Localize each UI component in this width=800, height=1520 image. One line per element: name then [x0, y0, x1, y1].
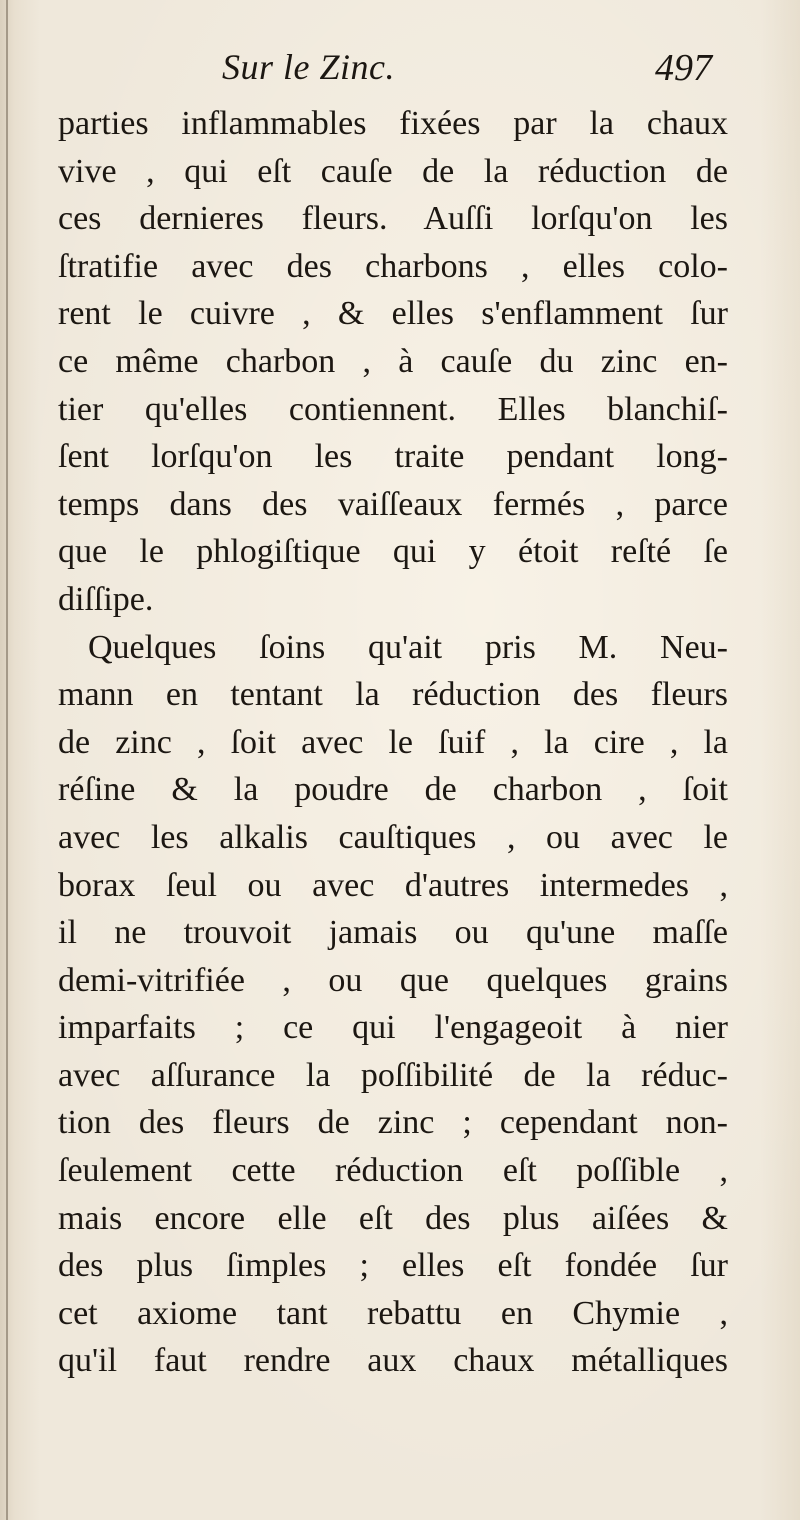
running-head: Sur le Zinc. — [222, 47, 395, 87]
text-line: ſeulement cette réduction eſt poſſible , — [58, 1152, 728, 1190]
text-line: mann en tentant la réduction des fleurs — [58, 676, 728, 714]
text-line: demi-vitrifiée , ou que quelques grains — [58, 961, 728, 999]
text-line: parties inflammables fixées par la chaux — [58, 105, 728, 142]
text-line: qu'il faut rendre aux chaux métalliques — [58, 1342, 728, 1380]
text-line: ces dernieres fleurs. Auſſi lorſqu'on les — [58, 200, 728, 238]
text-line: des plus ſimples ; elles eſt fondée ſur — [58, 1247, 728, 1285]
text-line: ſent lorſqu'on les traite pendant long- — [58, 438, 728, 476]
text-line: avec aſſurance la poſſibilité de la réduc- — [58, 1056, 728, 1094]
text-line: borax ſeul ou avec d'autres intermedes , — [58, 866, 728, 904]
text-line: de zinc , ſoit avec le ſuif , la cire , la — [58, 723, 728, 761]
text-line: avec les alkalis cauſtiques , ou avec le — [58, 818, 728, 856]
text-line: tier qu'elles contiennent. Elles blanchiſ- — [58, 390, 728, 428]
text-line: diſſipe. — [58, 580, 154, 618]
text-line: ce même charbon , à cauſe du zinc en- — [58, 342, 728, 380]
text-line: réſine & la poudre de charbon , ſoit — [58, 771, 728, 809]
text-line: Quelques ſoins qu'ait pris M. Neu- — [88, 628, 728, 666]
page-header — [222, 44, 712, 96]
text-line: cet axiome tant rebattu en Chymie , — [58, 1294, 728, 1332]
page-number: 497 — [655, 47, 712, 89]
text-line: que le phlogiſtique qui y étoit reſté ſe — [58, 533, 728, 571]
text-line: ſtratifie avec des charbons , elles colo- — [58, 247, 728, 285]
text-line: tion des fleurs de zinc ; cependant non- — [58, 1104, 728, 1142]
text-line: imparfaits ; ce qui l'engageoit à nier — [58, 1009, 728, 1047]
text-line: rent le cuivre , & elles s'enflamment ſur — [58, 295, 728, 333]
text-line: il ne trouvoit jamais ou qu'une maſſe — [58, 914, 728, 952]
text-line: temps dans des vaiſſeaux fermés , parce — [58, 485, 728, 523]
text-line: vive , qui eſt cauſe de la réduction de — [58, 152, 728, 190]
page-gutter-edge — [6, 0, 8, 1520]
text-line: mais encore elle eſt des plus aiſées & — [58, 1199, 728, 1237]
body-text — [58, 100, 728, 1385]
